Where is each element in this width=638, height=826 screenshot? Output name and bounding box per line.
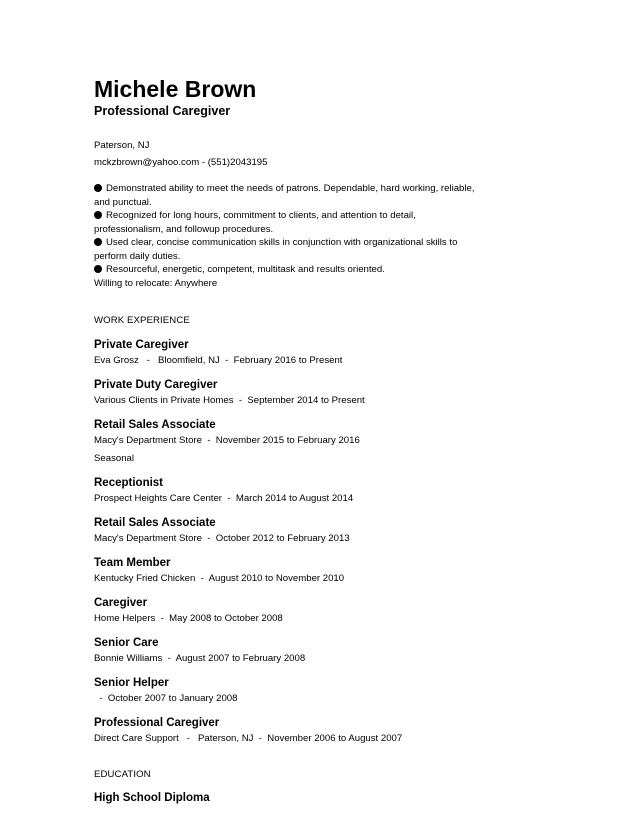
job-list (94, 338, 494, 745)
job-title: Receptionist (94, 477, 164, 489)
candidate-title: Professional Caregiver (94, 104, 231, 118)
job-title: Senior Helper (94, 677, 169, 689)
location-text: Paterson, NJ (94, 140, 150, 151)
job-entry (94, 418, 494, 465)
bullet-icon (94, 238, 102, 246)
candidate-name: Michele Brown (94, 76, 257, 102)
job-meta: - October 2007 to January 2008 (94, 693, 238, 704)
job-title: Private Caregiver (94, 339, 189, 351)
job-title: Caregiver (94, 597, 148, 609)
education-heading: EDUCATION (94, 769, 151, 780)
degree-title: High School Diploma (94, 792, 210, 804)
job-meta: Direct Care Support - Paterson, NJ - November 2006 to August 2007 (94, 733, 403, 744)
job-title: Team Member (94, 557, 171, 569)
job-title: Professional Caregiver (94, 717, 220, 729)
job-title: Retail Sales Associate (94, 517, 216, 529)
job-meta: Kentucky Fried Chicken - August 2010 to November 2010 (94, 573, 345, 584)
job-entry (94, 338, 494, 367)
job-meta: Eva Grosz - Bloomfield, NJ - February 2016 to Present (94, 355, 343, 366)
bullet-icon (94, 211, 102, 219)
job-entry (94, 516, 494, 545)
job-note: Seasonal (94, 453, 135, 464)
job-meta: Home Helpers - May 2008 to October 2008 (94, 613, 283, 624)
resume-page (94, 76, 494, 805)
job-entry (94, 556, 494, 585)
job-meta: Various Clients in Private Homes - September 2014 to Present (94, 395, 365, 406)
job-entry (94, 676, 494, 705)
job-title: Private Duty Caregiver (94, 379, 218, 391)
job-entry (94, 476, 494, 505)
summary-bullet: Recognized for long hours, commitment to clients, and attention to detail, professionalism, and followup procedures. (94, 210, 416, 235)
work-experience-heading: WORK EXPERIENCE (94, 315, 190, 326)
summary-block (94, 182, 479, 290)
email-phone-text: mckzbrown@yahoo.com - (551)2043195 (94, 157, 268, 168)
job-meta: Prospect Heights Care Center - March 2014 to August 2014 (94, 493, 354, 504)
bullet-icon (94, 184, 102, 192)
bullet-icon (94, 265, 102, 273)
job-meta: Bonnie Williams - August 2007 to February 2008 (94, 653, 306, 664)
job-meta: Macy's Department Store - October 2012 to February 2013 (94, 533, 350, 544)
contact-block (94, 138, 494, 172)
relocation-text: Willing to relocate: Anywhere (94, 277, 218, 289)
job-entry (94, 378, 494, 407)
job-meta: Macy's Department Store - November 2015 to February 2016 (94, 435, 360, 446)
summary-bullet: Used clear, concise communication skills in conjunction with organizational skills to perform daily duties. (94, 237, 458, 262)
job-entry (94, 596, 494, 625)
job-title: Senior Care (94, 637, 159, 649)
job-entry (94, 716, 494, 745)
job-title: Retail Sales Associate (94, 419, 216, 431)
summary-bullet: Resourceful, energetic, competent, multitask and results oriented. (94, 263, 479, 277)
job-entry (94, 636, 494, 665)
summary-bullet: Demonstrated ability to meet the needs of patrons. Dependable, hard working, reliable, and punctual. (94, 183, 475, 208)
